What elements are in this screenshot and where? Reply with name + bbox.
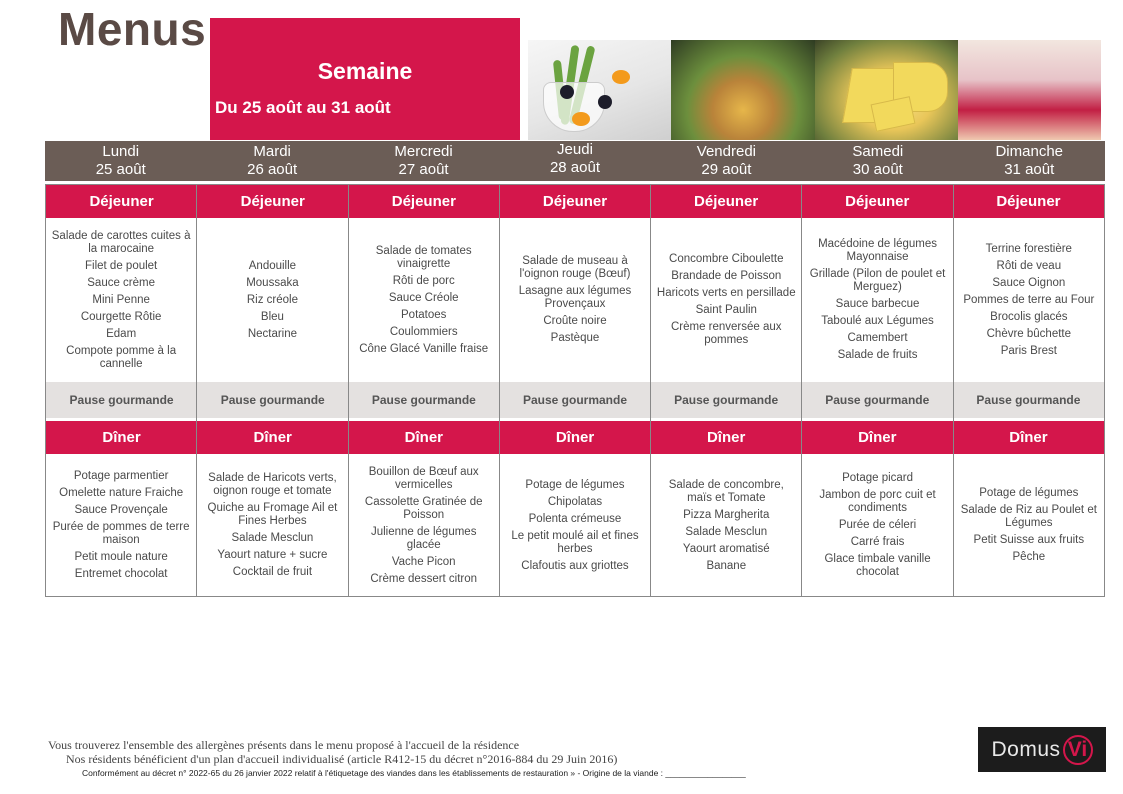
menu-item: Andouille xyxy=(248,259,297,272)
menu-item: Camembert xyxy=(847,332,908,344)
dejeuner-column xyxy=(651,218,802,382)
menu-item: Coulommiers xyxy=(389,325,458,338)
photo-cheese xyxy=(815,40,958,140)
menu-item: Crème dessert citron xyxy=(370,572,478,585)
menu-item: Vache Picon xyxy=(391,555,456,568)
domusvi-logo xyxy=(978,727,1106,772)
menu-item: Nectarine xyxy=(247,327,298,340)
diner-band xyxy=(46,421,1104,454)
menu-item: Salade de concombre, maïs et Tomate xyxy=(668,478,784,504)
diner-label: Dîner xyxy=(253,429,292,446)
menu-item: Potatoes xyxy=(401,308,447,321)
diner-label: Dîner xyxy=(706,429,746,446)
menu-item: Bouillon de Bœuf aux vermicelles xyxy=(368,465,479,491)
menu-item: Bleu xyxy=(260,310,284,323)
menu-item: Croûte noire xyxy=(543,315,607,327)
menu-grid xyxy=(45,184,1105,597)
days-header xyxy=(45,141,1105,181)
menu-item: Salade de tomates vinaigrette xyxy=(375,244,472,270)
menu-item: Salade Mesclun xyxy=(231,532,314,544)
meat-origin-note: Conformément au décret n° 2022-65 du 26 janvier 2022 relatif à l'étiquetage des viandes dans les établissements de restauration » - Origine de la viande : _________________ xyxy=(82,768,746,778)
menu-item: Cône Glacé Vanille fraise xyxy=(359,342,489,355)
pause-label: Pause gourmande xyxy=(371,393,476,407)
menu-item: Entremet chocolat xyxy=(74,568,168,580)
pause-band xyxy=(46,382,1104,418)
menu-item: Salade de Haricots verts, oignon rouge et tomate xyxy=(208,472,337,497)
menu-item: Paris Brest xyxy=(1000,344,1057,357)
dejeuner-column xyxy=(46,218,197,382)
menu-item: Salade de fruits xyxy=(837,349,918,361)
menu-item: Saint Paulin xyxy=(695,304,757,316)
dejeuner-label: Déjeuner xyxy=(240,193,305,210)
menu-item: Pommes de terre au Four xyxy=(963,293,1095,306)
diner-column xyxy=(500,454,651,597)
menu-item: Potage picard xyxy=(842,472,914,484)
menu-item: Taboulé aux Légumes xyxy=(821,315,934,327)
day-header: Mercredi 27 août xyxy=(394,143,453,178)
menu-item: Chèvre bûchette xyxy=(986,327,1072,340)
day-header: Vendredi 29 août xyxy=(696,143,756,178)
menu-item: Compote pomme à la cannelle xyxy=(66,344,177,370)
menu-item: Salade de carottes cuites à la marocaine xyxy=(51,229,191,255)
day-header: Jeudi 28 août xyxy=(549,141,600,176)
menu-item: Banane xyxy=(706,559,747,572)
diner-column xyxy=(651,454,802,597)
diner-label: Dîner xyxy=(858,429,897,446)
diner-column xyxy=(197,454,348,597)
day-header: Samedi 30 août xyxy=(852,143,904,178)
diner-column xyxy=(349,454,500,597)
pause-label: Pause gourmande xyxy=(522,393,627,407)
dejeuner-column xyxy=(802,218,953,382)
day-header: Dimanche 31 août xyxy=(995,143,1063,178)
menu-item: Petit moule nature xyxy=(74,551,168,563)
diner-column xyxy=(46,454,197,597)
dejeuner-label: Déjeuner xyxy=(996,193,1061,210)
menu-item: Purée de pommes de terre maison xyxy=(52,521,190,546)
menu-item: Brocolis glacés xyxy=(990,310,1068,323)
menu-item: Potage de légumes xyxy=(979,487,1079,499)
menu-item: Glace timbale vanille chocolat xyxy=(824,553,931,578)
pai-note: Nos résidents bénéficient d'un plan d'accueil individualisé (article R412-15 du décret n°2016-884 du 29 Juin 2016) xyxy=(66,752,618,766)
dejeuner-column xyxy=(954,218,1104,382)
dejeuner-section xyxy=(46,218,1104,382)
menu-item: Grillade (Pilon de poulet et Merguez) xyxy=(809,268,946,293)
menu-item: Brandade de Poisson xyxy=(671,270,782,282)
dejeuner-label: Déjeuner xyxy=(845,193,910,210)
menu-item: Petit Suisse aux fruits xyxy=(973,534,1085,546)
menu-item: Quiche au Fromage Ail et Fines Herbes xyxy=(207,502,338,527)
menu-item: Courgette Rôtie xyxy=(80,310,162,323)
diner-column xyxy=(802,454,953,597)
week-banner xyxy=(210,18,520,140)
menu-item: Potage de légumes xyxy=(525,478,625,491)
menu-item: Terrine forestière xyxy=(985,242,1072,255)
menu-item: Yaourt nature + sucre xyxy=(217,549,328,561)
menu-item: Sauce Oignon xyxy=(992,276,1066,289)
menu-item: Purée de céleri xyxy=(838,519,917,531)
pause-label: Pause gourmande xyxy=(69,393,174,407)
menu-item: Lasagne aux légumes Provençaux xyxy=(518,285,632,310)
menu-item: Rôti de porc xyxy=(392,274,455,287)
dejeuner-column xyxy=(349,218,500,382)
menu-item: Yaourt aromatisé xyxy=(682,542,770,555)
photo-cherry-clafoutis xyxy=(958,40,1101,140)
week-dates: Du 25 août au 31 août xyxy=(215,98,391,117)
menu-item: Carré frais xyxy=(850,536,905,548)
diner-label: Dîner xyxy=(555,429,595,446)
dejeuner-label: Déjeuner xyxy=(89,193,154,210)
pause-label: Pause gourmande xyxy=(976,393,1081,407)
diner-column xyxy=(954,454,1104,597)
photo-asparagus-verrine xyxy=(528,40,671,140)
menu-item: Concombre Ciboulette xyxy=(669,253,784,265)
menu-item: Potage parmentier xyxy=(73,470,169,482)
menu-item: Edam xyxy=(106,327,137,340)
dejeuner-column xyxy=(500,218,651,382)
photo-pasta-salad xyxy=(671,40,814,140)
menu-item: Haricots verts en persillade xyxy=(656,287,796,299)
menu-item: Pizza Margherita xyxy=(683,508,770,521)
menu-item: Riz créole xyxy=(246,293,298,306)
menu-item: Crème renversée aux pommes xyxy=(670,321,782,346)
menu-item: Mini Penne xyxy=(92,293,150,306)
logo-accent: Vi xyxy=(1063,735,1093,765)
dejeuner-column xyxy=(197,218,348,382)
menu-item: Pastèque xyxy=(550,332,600,344)
menu-item: Julienne de légumes glacée xyxy=(370,525,477,551)
menu-item: Filet de poulet xyxy=(85,259,158,272)
menu-item: Sauce barbecue xyxy=(835,298,920,310)
allergens-note: Vous trouverez l'ensemble des allergènes présents dans le menu proposé à l'accueil de la résidence xyxy=(48,738,520,752)
menu-item: Sauce Provençale xyxy=(74,504,168,516)
menu-item: Salade Mesclun xyxy=(685,525,768,538)
menu-item: Cocktail de fruit xyxy=(232,566,313,578)
menu-item: Jambon de porc cuit et condiments xyxy=(819,489,936,514)
dejeuner-band xyxy=(46,185,1104,218)
menu-item: Le petit moulé ail et fines herbes xyxy=(511,529,639,555)
menu-item: Pêche xyxy=(1012,551,1046,563)
menu-item: Salade de museau à l'oignon rouge (Bœuf) xyxy=(519,255,631,280)
dejeuner-label: Déjeuner xyxy=(391,193,456,210)
diner-label: Dîner xyxy=(102,429,141,446)
menu-item: Moussaka xyxy=(246,276,299,289)
menu-item: Macédoine de légumes Mayonnaise xyxy=(818,238,937,263)
menu-item: Clafoutis aux griottes xyxy=(521,559,629,572)
dejeuner-label: Déjeuner xyxy=(542,193,608,210)
diner-label: Dîner xyxy=(1009,429,1048,446)
pause-label: Pause gourmande xyxy=(674,393,779,407)
menu-item: Sauce crème xyxy=(87,276,156,289)
diner-section xyxy=(46,454,1104,597)
diner-label: Dîner xyxy=(404,429,444,446)
pause-label: Pause gourmande xyxy=(825,393,930,407)
menu-item: Polenta crémeuse xyxy=(528,512,622,525)
food-photos xyxy=(528,40,1101,140)
menu-item: Salade de Riz au Poulet et Légumes xyxy=(960,504,1097,529)
menu-item: Rôti de veau xyxy=(996,259,1062,272)
week-title: Semaine xyxy=(317,58,413,84)
menu-item: Sauce Créole xyxy=(388,291,459,304)
day-header: Mardi 26 août xyxy=(247,143,298,178)
logo-text: Domus xyxy=(991,737,1061,761)
page-title: Menus xyxy=(58,3,207,55)
menu-item: Cassolette Gratinée de Poisson xyxy=(364,495,483,521)
menu-item: Omelette nature Fraiche xyxy=(59,487,184,499)
pause-label: Pause gourmande xyxy=(220,393,325,407)
day-header: Lundi 25 août xyxy=(95,143,146,178)
menu-item: Chipolatas xyxy=(547,495,603,508)
dejeuner-label: Déjeuner xyxy=(694,193,759,210)
